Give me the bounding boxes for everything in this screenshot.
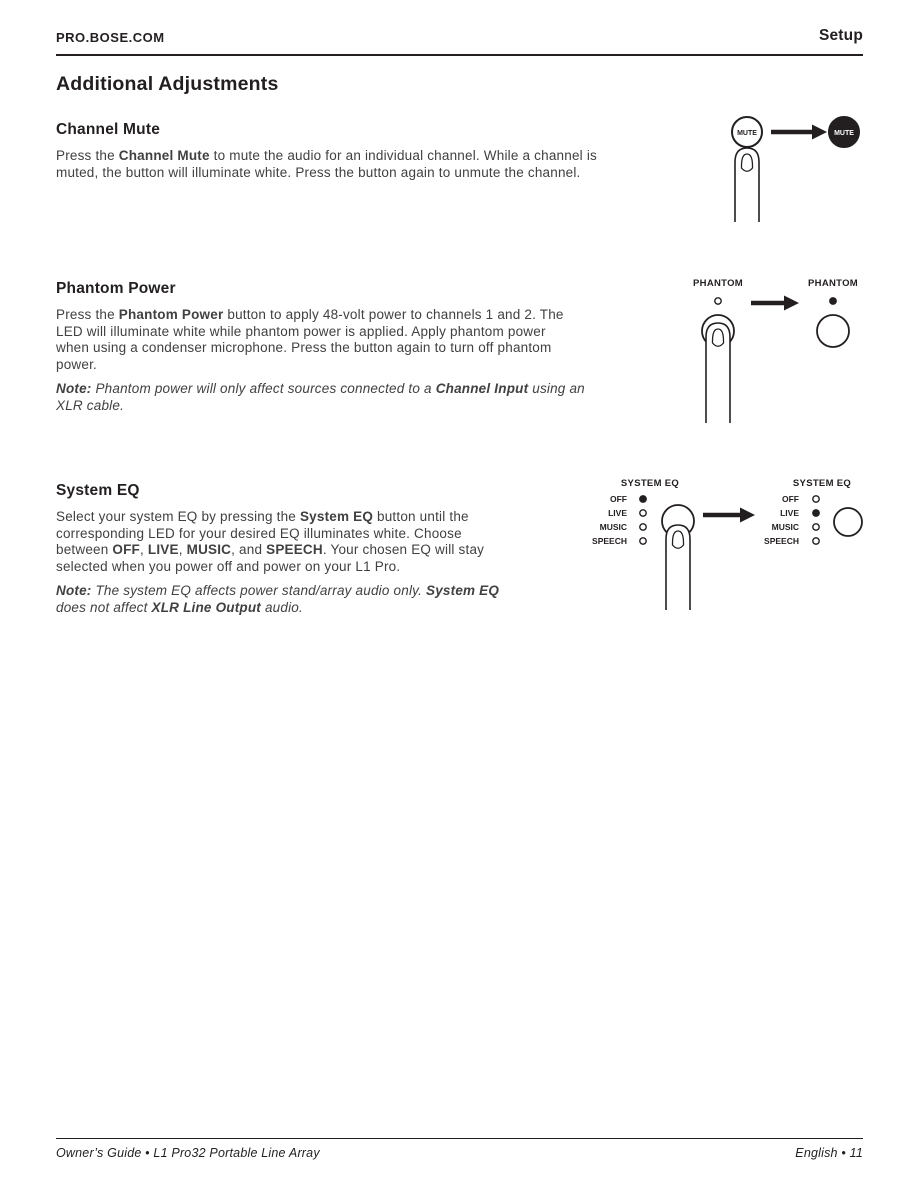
system-eq-heading: System EQ [56, 482, 140, 499]
system-eq-illustration [585, 475, 863, 615]
eq-option-music-after: MUSIC [771, 522, 799, 532]
eq-option-speech-before: SPEECH [592, 536, 627, 546]
phantom-label-before: PHANTOM [693, 278, 743, 289]
arrow-right-icon [751, 296, 799, 311]
section-system-eq [56, 478, 863, 616]
page-title: Additional Adjustments [56, 73, 279, 95]
arrow-right-icon [703, 508, 755, 523]
eq-led-off-after [813, 496, 819, 502]
footer-guide-title: Owner’s Guide • L1 Pro32 Portable Line Array [56, 1146, 320, 1160]
header-section-label: Setup [818, 27, 863, 44]
phantom-led-off [715, 298, 721, 304]
phantom-power-note: Note: Phantom power will only affect sources connected to a Channel Input using an XLR cable. [56, 381, 585, 413]
system-eq-button-after [834, 508, 862, 536]
fingernail-icon [742, 154, 753, 171]
mute-button-lit-label: MUTE [834, 130, 854, 137]
phantom-power-heading: Phantom Power [56, 280, 176, 297]
phantom-label-after: PHANTOM [808, 278, 858, 289]
channel-mute-heading: Channel Mute [56, 121, 161, 138]
channel-mute-body: Press the Channel Mute to mute the audio for an individual channel. While a channel is muted, the button will illuminate white. Press the button again to unmute the channel. [56, 148, 597, 180]
eq-led-live-before [640, 510, 646, 516]
phantom-power-text [56, 280, 681, 414]
eq-led-speech-after [813, 538, 819, 544]
eq-option-off-after: OFF [782, 494, 799, 504]
page-header [56, 0, 863, 56]
arrow-right-icon [771, 125, 827, 140]
eq-led-live-after [813, 510, 819, 516]
system-eq-text [56, 482, 581, 616]
system-eq-note: Note: The system EQ affects power stand/array audio only. System EQ does not affect XLR Line Output audio. [56, 583, 500, 615]
system-eq-label-after: SYSTEM EQ [792, 478, 852, 489]
phantom-power-illustration [687, 273, 863, 428]
fingernail-icon [713, 329, 724, 346]
fingernail-icon [673, 531, 684, 548]
eq-led-music-before [640, 524, 646, 530]
eq-option-speech-after: SPEECH [764, 536, 799, 546]
phantom-illustration-svg [687, 273, 863, 423]
section-channel-mute [56, 121, 863, 227]
eq-option-music-before: MUSIC [599, 522, 627, 532]
system-eq-illustration-svg [585, 475, 863, 610]
channel-mute-illustration [723, 110, 863, 227]
phantom-power-body: Press the Phantom Power button to apply 48-volt power to channels 1 and 2. The LED will illuminate white while phantom power is applied. Apply phantom power when using a condenser microphone. Press the button again to turn off phantom power. [56, 307, 564, 372]
section-phantom-power [56, 280, 863, 428]
eq-option-off-before: OFF [610, 494, 627, 504]
footer-page-number: English • 11 [795, 1146, 863, 1160]
eq-led-off-before [640, 496, 646, 502]
eq-led-speech-before [640, 538, 646, 544]
mute-button-unlit-label: MUTE [737, 130, 757, 137]
eq-led-music-after [813, 524, 819, 530]
page-footer [56, 1138, 863, 1160]
phantom-button-after [817, 315, 849, 347]
eq-option-live-before: LIVE [608, 508, 627, 518]
channel-mute-text [56, 121, 716, 181]
system-eq-label-before: SYSTEM EQ [620, 478, 680, 489]
mute-illustration-svg [723, 110, 863, 222]
eq-option-live-after: LIVE [780, 508, 799, 518]
header-site-url: PRO.BOSE.COM [56, 30, 165, 45]
phantom-led-on [830, 298, 836, 304]
system-eq-body: Select your system EQ by pressing the System EQ button until the corresponding LED for your desired EQ illuminates white. Choose between OFF, LIVE, MUSIC, and SPEECH. Your chosen EQ will stay selected when you power off and power on your L1 Pro. [56, 509, 485, 574]
